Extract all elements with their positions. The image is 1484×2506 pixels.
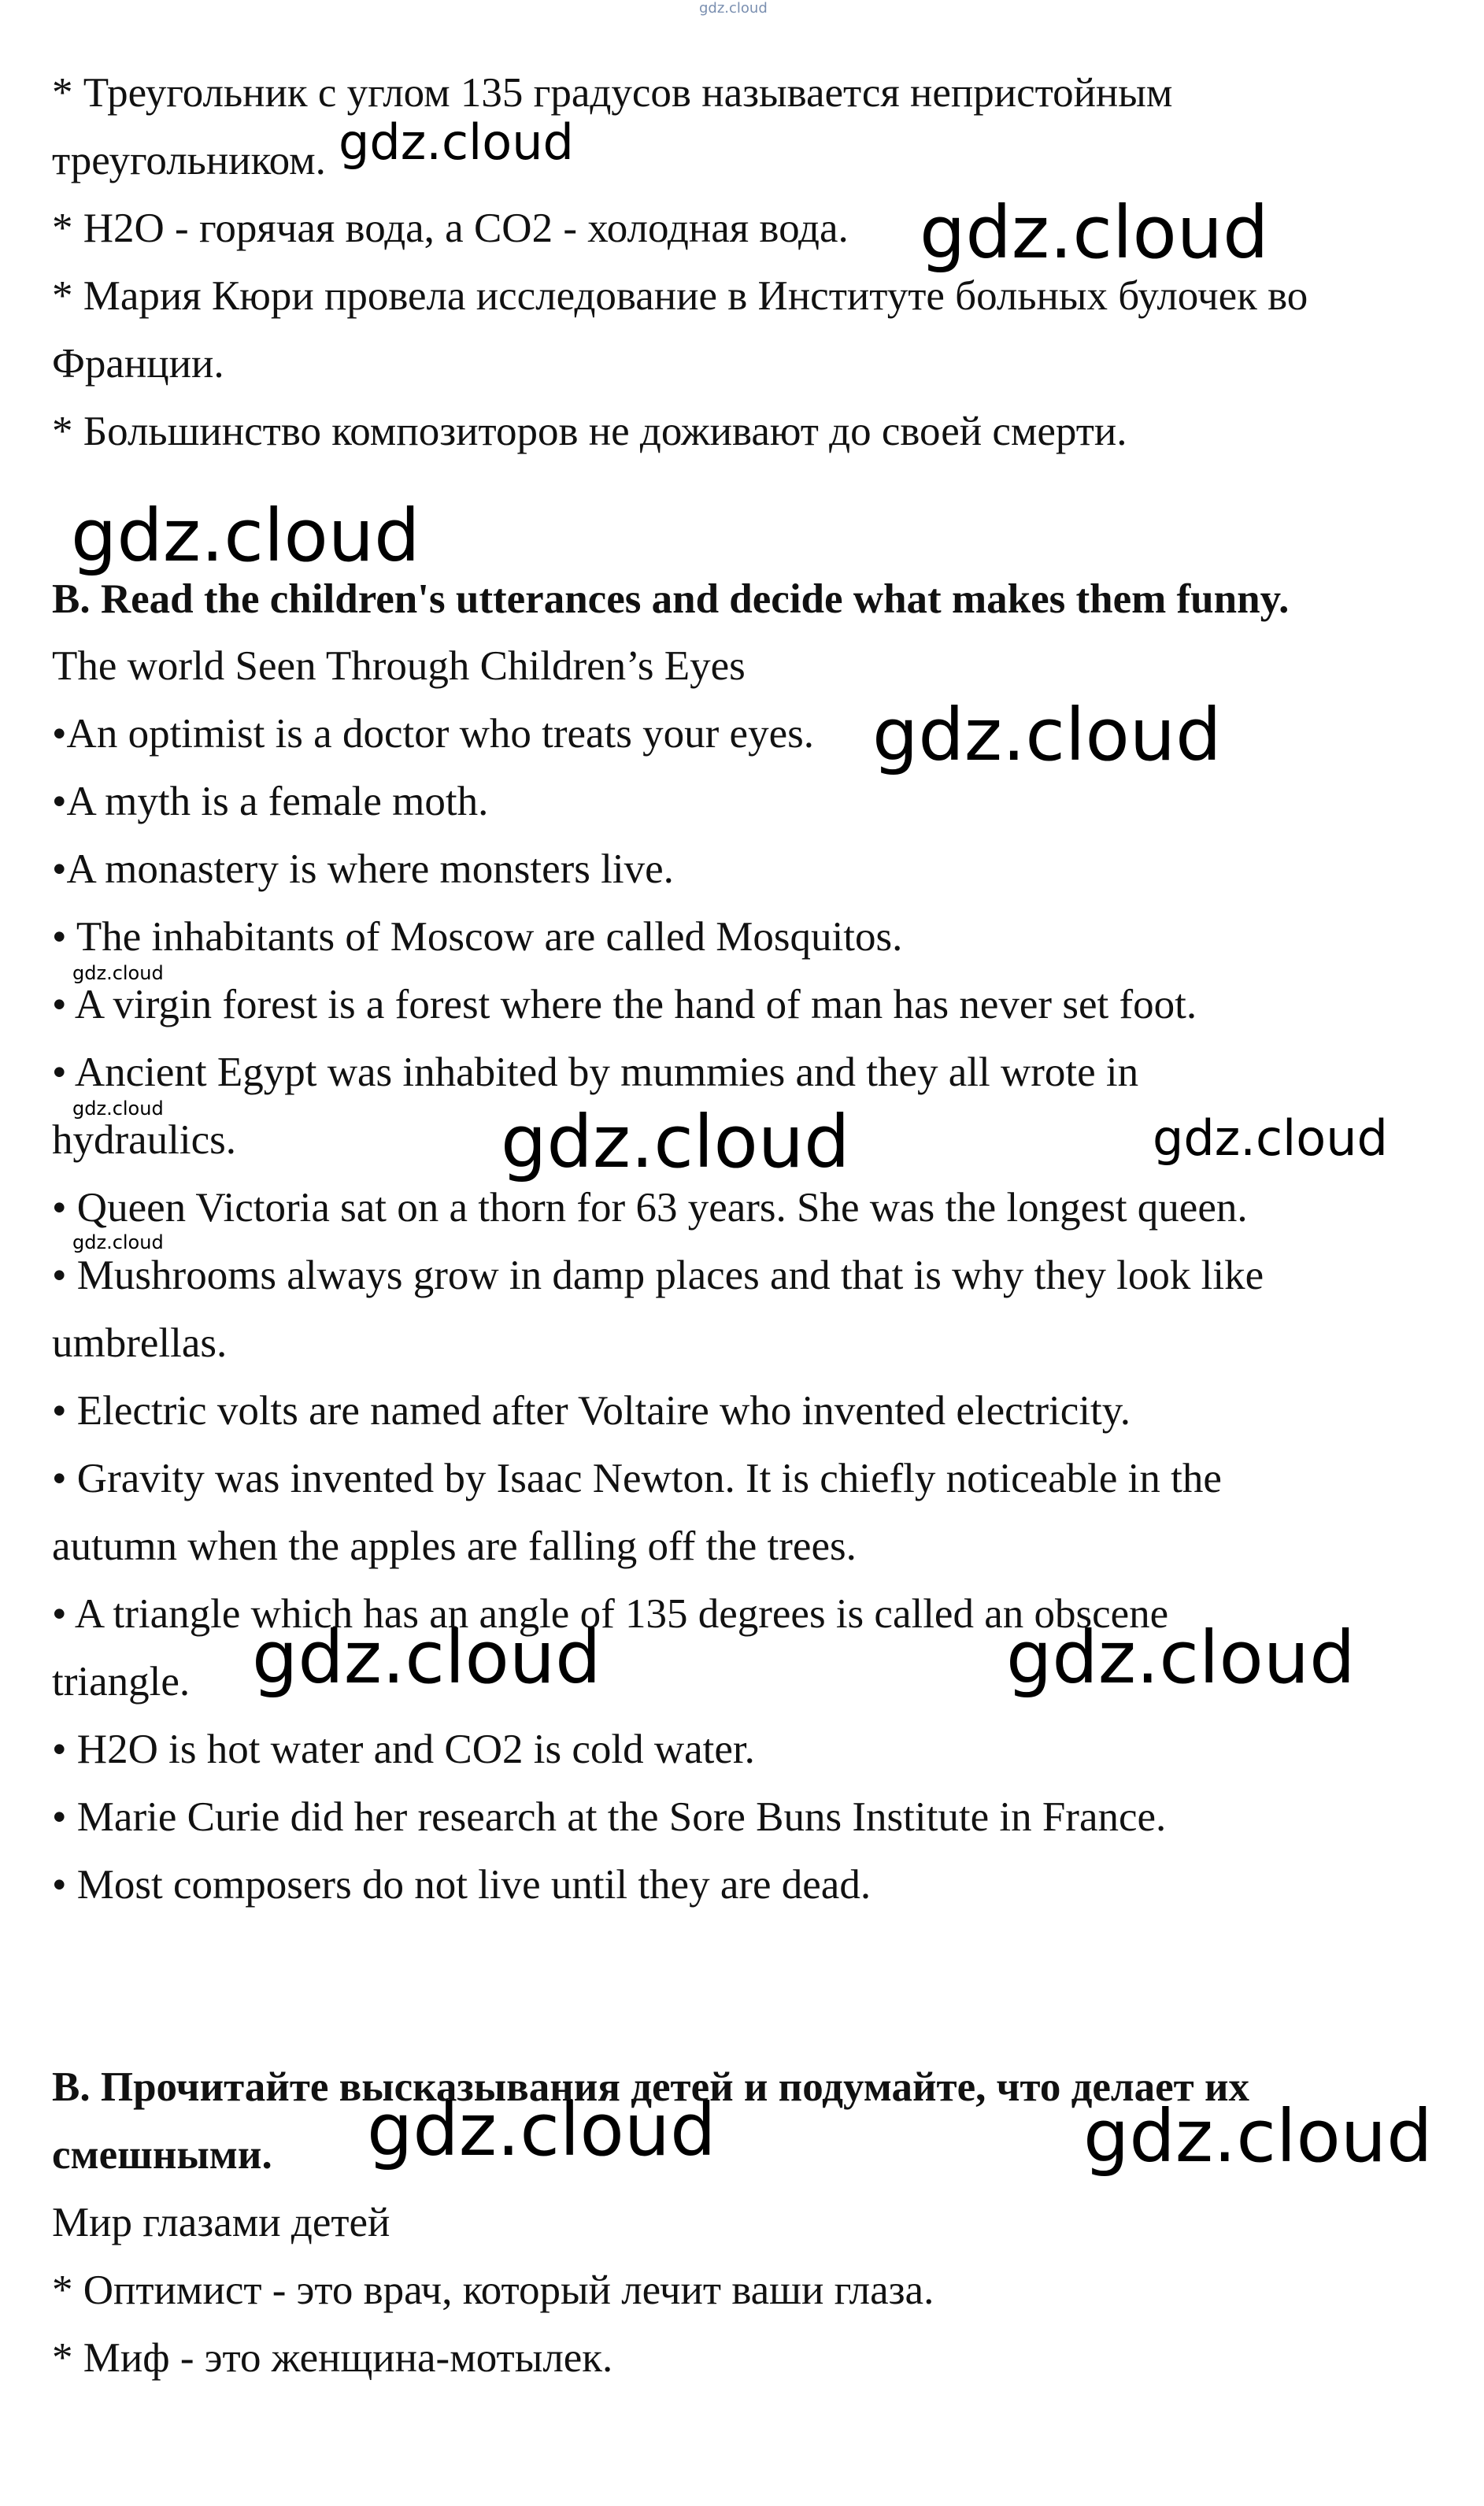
- en-text-line: triangle.: [52, 1659, 191, 1705]
- en-text-line: • A virgin forest is a forest where the hand of man has never set foot.: [52, 982, 1197, 1027]
- en-text-line: • H2O is hot water and CO2 is cold water.: [52, 1727, 755, 1772]
- watermark: gdz.cloud: [1153, 1109, 1388, 1167]
- top-watermark: gdz.cloud: [699, 0, 768, 17]
- ru-text-line: * Мария Кюри провела исследование в Институте больных булочек во: [52, 273, 1308, 319]
- en-text-line: •A myth is a female moth.: [52, 779, 489, 824]
- en-text-line: • Mushrooms always grow in damp places and that is why they look like: [52, 1253, 1264, 1298]
- en-text-line: • A triangle which has an angle of 135 degrees is called an obscene: [52, 1591, 1169, 1637]
- en-text-line: •A monastery is where monsters live.: [52, 846, 674, 892]
- en-text-line: • Gravity was invented by Isaac Newton. It is chiefly noticeable in the: [52, 1456, 1222, 1501]
- ru-text-line: треугольником.: [52, 138, 326, 183]
- watermark: gdz.cloud: [1083, 2094, 1433, 2178]
- watermark: gdz.cloud: [72, 962, 164, 984]
- en-text-line: • Electric volts are named after Voltaire who invented electricity.: [52, 1388, 1131, 1434]
- ru-section-heading: B. Прочитайте высказывания детей и подумайте, что делает их: [52, 2064, 1250, 2110]
- en-text-line: • Most composers do not live until they are dead.: [52, 1862, 872, 1908]
- en-text-line: • The inhabitants of Moscow are called Mosquitos.: [52, 914, 903, 960]
- en-text-line: •An optimist is a doctor who treats your eyes.: [52, 711, 814, 757]
- watermark: gdz.cloud: [72, 1231, 164, 1253]
- watermark: gdz.cloud: [920, 191, 1269, 275]
- russian-title: Мир глазами детей: [52, 2200, 390, 2245]
- watermark: gdz.cloud: [1006, 1616, 1356, 1700]
- watermark: gdz.cloud: [71, 494, 420, 578]
- watermark: gdz.cloud: [872, 693, 1222, 777]
- ru-text-line: * Миф - это женщина-мотылек.: [52, 2335, 613, 2381]
- watermark: gdz.cloud: [501, 1100, 850, 1184]
- en-text-line: autumn when the apples are falling off the trees.: [52, 1523, 857, 1569]
- watermark: gdz.cloud: [339, 113, 574, 171]
- ru-text-line: * Большинство композиторов не доживают до своей смерти.: [52, 409, 1127, 454]
- section-b-heading: B. Read the children's utterances and decide what makes them funny.: [52, 576, 1290, 622]
- ru-text-line: * H2O - горячая вода, а CO2 - холодная вода.: [52, 205, 849, 251]
- en-text-line: • Marie Curie did her research at the Sore Buns Institute in France.: [52, 1794, 1167, 1840]
- en-text-line: • Queen Victoria sat on a thorn for 63 years. She was the longest queen.: [52, 1185, 1248, 1231]
- en-text-line: • Ancient Egypt was inhabited by mummies and they all wrote in: [52, 1049, 1139, 1095]
- en-text-line: hydraulics.: [52, 1117, 237, 1163]
- watermark: gdz.cloud: [72, 1098, 164, 1120]
- ru-text-line: Франции.: [52, 341, 224, 387]
- ru-text-line: * Треугольник с углом 135 градусов называется непристойным: [52, 70, 1173, 116]
- en-text-line: umbrellas.: [52, 1320, 228, 1366]
- english-title: The world Seen Through Children’s Eyes: [52, 643, 746, 689]
- ru-section-heading: смешными.: [52, 2132, 272, 2178]
- ru-text-line: * Оптимист - это врач, который лечит ваши глаза.: [52, 2267, 934, 2313]
- watermark: gdz.cloud: [367, 2088, 716, 2172]
- watermark: gdz.cloud: [252, 1616, 601, 1700]
